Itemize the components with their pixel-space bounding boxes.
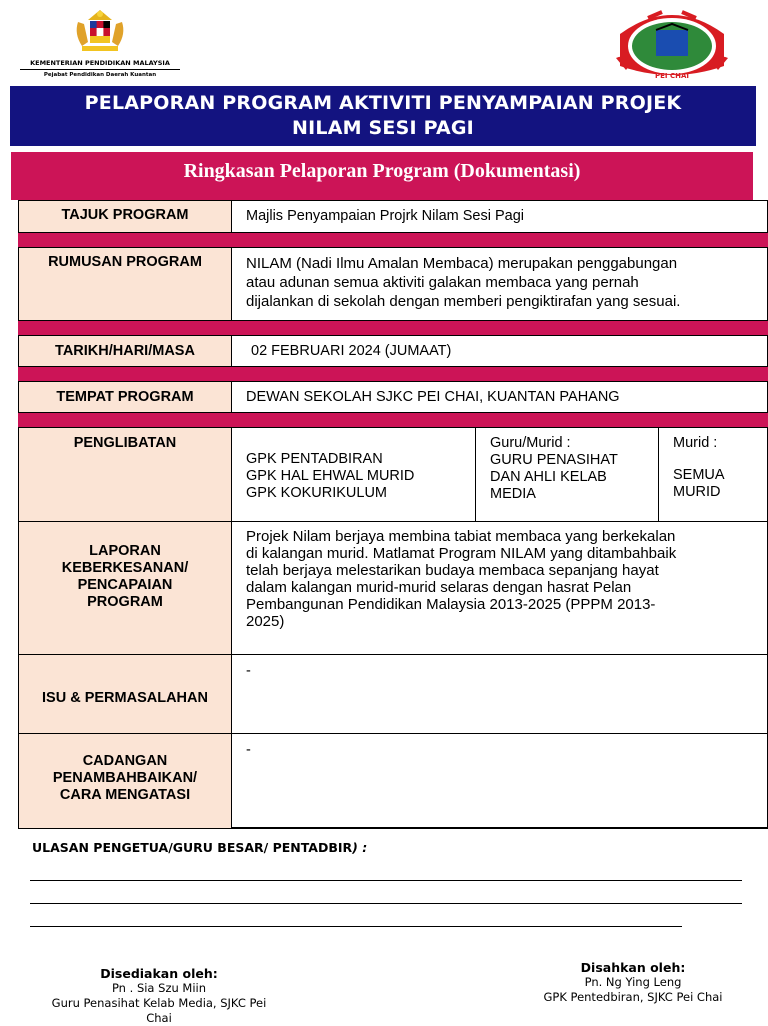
isu-value: - [231,654,768,734]
ministry-office: Pejabat Pendidikan Daerah Kuantan [43,72,157,78]
page-subtitle: Ringkasan Pelaporan Program (Dokumentasi) [183,160,581,182]
penglibatan-item: GPK KOKURIKULUM [246,485,387,501]
title-banner [10,86,756,146]
approved-by-block [520,960,746,1005]
laporan-line: telah berjaya melestarikan budaya membaca sepanjang hayat [246,562,659,579]
ministry-logo [20,8,180,86]
row-separator [18,321,768,335]
tarikh-value: 02 FEBRUARI 2024 (JUMAAT) [231,335,768,367]
isu-label: ISU & PERMASALAHAN [18,654,232,734]
tarikh-label: TARIKH/HARI/MASA [18,335,232,367]
laporan-line: Projek Nilam berjaya membina tabiat membaca yang berkekalan [246,528,676,545]
prepared-by-heading: Disediakan oleh: [100,966,218,981]
penglibatan-item: SEMUA [673,467,725,483]
penglibatan-item: GURU PENASIHAT [490,452,618,468]
row-separator [18,233,768,247]
page-title-line-1: PELAPORAN PROGRAM AKTIVITI PENYAMPAIAN PROJEK [84,92,682,114]
comment-label [32,840,367,855]
laporan-label-line: LAPORAN [89,543,161,559]
penglibatan-col-1 [231,427,476,522]
cadangan-label-line: PENAMBAHBAIKAN/ [52,770,198,786]
row-separator [18,367,768,381]
tajuk-label: TAJUK PROGRAM [18,200,232,233]
penglibatan-label: PENGLIBATAN [18,427,232,522]
penglibatan-heading: Murid : [673,435,718,451]
penglibatan-item: MEDIA [490,486,536,502]
page-title-line-2: NILAM SESI PAGI [292,117,474,139]
laporan-line: di kalangan murid. Matlamat Program NILAM yang ditambahbaik [246,545,677,562]
cadangan-label-line: CADANGAN [82,753,168,769]
rumusan-line: dijalankan di sekolah dengan memberi pengiktirafan yang sesuai. [246,293,681,310]
laporan-label [18,521,232,655]
penglibatan-item: MURID [673,484,721,500]
school-logo-text: PEI CHAI [655,72,689,80]
comment-label-text: ULASAN PENGETUA/GURU BESAR/ PENTADBIR [32,840,353,855]
row-separator [18,413,768,427]
penglibatan-item: GPK HAL EHWAL MURID [246,468,415,484]
rumusan-value [231,247,768,321]
rumusan-label: RUMUSAN PROGRAM [18,247,232,321]
cadangan-value: - [231,733,768,829]
penglibatan-item: GPK PENTADBIRAN [246,451,383,467]
approved-by-heading: Disahkan oleh: [580,960,686,975]
penglibatan-heading: Guru/Murid : [490,435,571,451]
subtitle-banner [11,152,753,200]
prepared-by-role: Guru Penasihat Kelab Media, SJKC Pei [51,996,267,1010]
laporan-line: 2025) [246,613,285,630]
penglibatan-col-3 [658,427,768,522]
comment-line-3[interactable] [30,926,682,927]
comment-line-2[interactable] [30,903,742,904]
tajuk-value: Majlis Penyampaian Projrk Nilam Sesi Pagi [231,200,768,233]
school-logo [612,4,732,86]
comment-line-1[interactable] [30,880,742,881]
rumusan-line: NILAM (Nadi Ilmu Amalan Membaca) merupakan penggabungan [246,255,678,272]
school-crest-icon [612,4,732,86]
cadangan-label [18,733,232,829]
penglibatan-item: DAN AHLI KELAB [490,469,607,485]
penglibatan-col-2 [475,427,659,522]
prepared-by-block [20,966,298,1026]
rumusan-line: atau adunan semua aktiviti galakan membaca yang pernah [246,274,639,291]
cadangan-label-line: CARA MENGATASI [59,787,191,803]
laporan-value [231,521,768,655]
ministry-name: KEMENTERIAN PENDIDIKAN MALAYSIA [30,59,170,67]
laporan-label-line: PROGRAM [87,594,163,610]
prepared-by-role-cont: Chai [146,1011,172,1025]
approved-by-name: Pn. Ng Ying Leng [584,975,682,989]
approved-by-role: GPK Pentedbiran, SJKC Pei Chai [543,990,723,1004]
laporan-label-line: KEBERKESANAN/ [61,560,189,576]
laporan-label-line: PENCAPAIAN [77,577,173,593]
prepared-by-name: Pn . Sia Szu Miin [111,981,207,995]
comment-label-suffix: ) : [352,840,368,855]
laporan-line: Pembangunan Pendidikan Malaysia 2013-2025 (PPPM 2013- [246,596,656,613]
tempat-value: DEWAN SEKOLAH SJKC PEI CHAI, KUANTAN PAHANG [231,381,768,413]
tempat-label: TEMPAT PROGRAM [18,381,232,413]
laporan-line: dalam kalangan murid-murid selaras dengan hasrat Pelan [246,579,632,596]
malaysia-crest-icon [70,8,130,56]
ministry-divider [20,69,180,70]
